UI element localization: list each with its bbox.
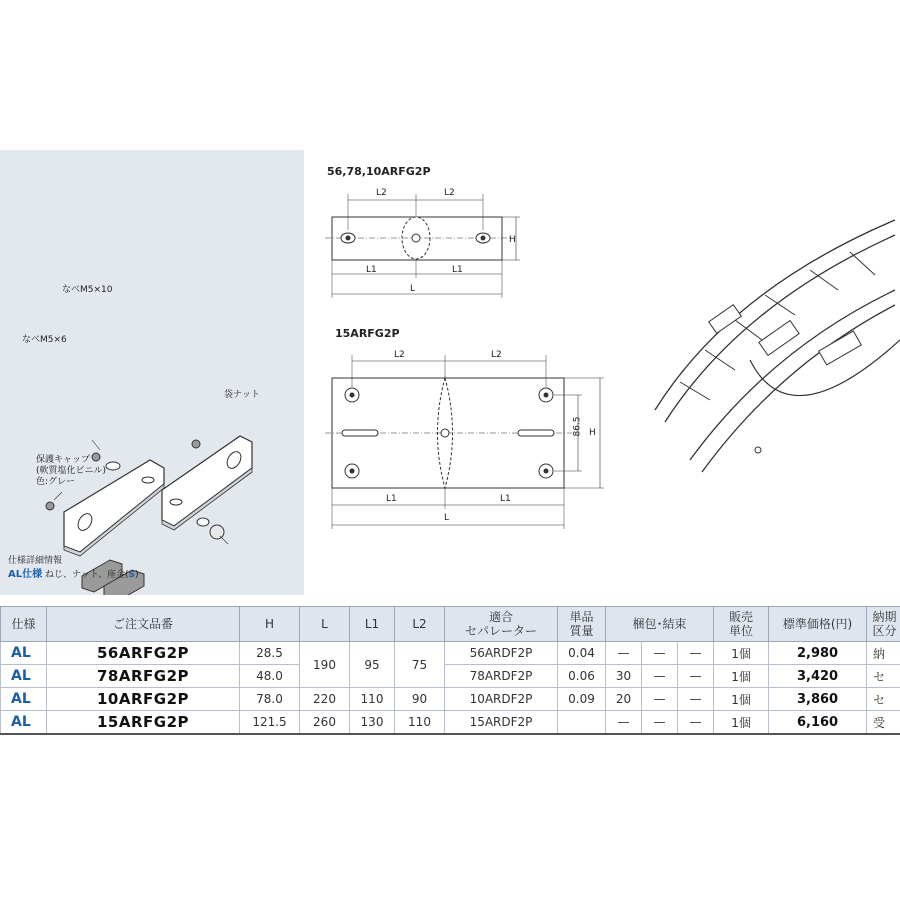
cell-separator: 78ARDF2P	[445, 665, 558, 688]
cell-separator: 56ARDF2P	[445, 642, 558, 665]
slot-tl	[345, 388, 359, 402]
cell-code: 78ARFG2P	[47, 665, 240, 688]
cable-ladder-illustration	[650, 210, 900, 480]
spec-al-line	[8, 568, 139, 582]
parts-panel	[0, 150, 304, 595]
header-spec: 仕様	[1, 607, 47, 642]
cell-unit: 1個	[714, 688, 769, 711]
header-delivery-1: 納期	[872, 610, 897, 624]
large-l2-left: L2	[394, 350, 405, 360]
header-pack: 梱包･結束	[606, 607, 714, 642]
header-code: ご注文品番	[47, 607, 240, 642]
table-row	[1, 665, 900, 688]
cell-delivery: セ	[867, 688, 900, 711]
cell-l: 190	[300, 642, 350, 688]
spec-al-desc: ねじ、ナット、座金(	[45, 570, 129, 580]
label-screw-m5x10: なべM5×10	[62, 285, 113, 295]
cell-h: 121.5	[240, 711, 300, 735]
cell-pack-1: —	[606, 642, 642, 665]
cell-price: 3,860	[769, 688, 867, 711]
small-l1-right: L1	[452, 265, 463, 275]
small-l2-right: L2	[444, 188, 455, 198]
cap-description	[36, 455, 106, 488]
table-row	[1, 711, 900, 735]
table-row	[1, 642, 900, 665]
cell-spec: AL	[1, 688, 47, 711]
header-mass-1: 単品	[569, 610, 594, 624]
cell-code: 15ARFG2P	[47, 711, 240, 735]
slot-left	[341, 233, 355, 243]
spec-al-label: AL仕様	[8, 569, 43, 580]
slot-br	[539, 464, 553, 478]
cap-title: 保護キャップ	[36, 455, 91, 465]
cell-pack-3: —	[678, 711, 714, 735]
table-header-row	[1, 607, 900, 642]
cell-spec: AL	[1, 665, 47, 688]
header-l2: L2	[395, 607, 445, 642]
small-l1-left: L1	[366, 265, 377, 275]
cell-l: 260	[300, 711, 350, 735]
spec-info-title: 仕様詳細情報	[8, 556, 63, 566]
header-h: H	[240, 607, 300, 642]
large-h: H	[589, 428, 596, 438]
cell-code: 56ARFG2P	[47, 642, 240, 665]
slot-right	[476, 233, 490, 243]
cell-unit: 1個	[714, 711, 769, 735]
cap-material: (軟質塩化ビニル)	[36, 466, 107, 476]
cell-price: 6,160	[769, 711, 867, 735]
cell-unit: 1個	[714, 642, 769, 665]
small-l: L	[410, 284, 416, 294]
header-mass-2: 質量	[569, 624, 594, 638]
cell-pack-1: 30	[606, 665, 642, 688]
cell-h: 48.0	[240, 665, 300, 688]
header-mass	[558, 607, 606, 642]
table-row	[1, 688, 900, 711]
header-unit-1: 販売	[729, 610, 754, 624]
header-separator	[445, 607, 558, 642]
header-unit	[714, 607, 769, 642]
label-cap-nut: 袋ナット	[224, 390, 260, 400]
label-screw-m5x6: なべM5×6	[22, 335, 67, 345]
small-l2-left: L2	[376, 188, 387, 198]
cell-mass: 0.04	[558, 642, 606, 665]
cell-code: 10ARFG2P	[47, 688, 240, 711]
cell-l1: 130	[350, 711, 395, 735]
large-l1-right: L1	[500, 494, 511, 504]
cell-pack-2: —	[642, 665, 678, 688]
cell-l: 220	[300, 688, 350, 711]
cell-separator: 15ARDF2P	[445, 711, 558, 735]
cell-separator: 10ARDF2P	[445, 688, 558, 711]
header-l1: L1	[350, 607, 395, 642]
slot-tr	[539, 388, 553, 402]
cell-h: 78.0	[240, 688, 300, 711]
spec-info	[8, 555, 139, 582]
cell-spec: AL	[1, 711, 47, 735]
cell-pack-3: —	[678, 688, 714, 711]
cell-delivery: セ	[867, 665, 900, 688]
header-separator-2: セパレーター	[464, 624, 537, 638]
cell-l2: 90	[395, 688, 445, 711]
large-inner-dim: 86.5	[572, 416, 583, 437]
cell-spec: AL	[1, 642, 47, 665]
cell-price: 2,980	[769, 642, 867, 665]
cell-pack-3: —	[678, 665, 714, 688]
cell-delivery: 納	[867, 642, 900, 665]
small-h: H	[509, 235, 516, 245]
cap-nut	[210, 525, 224, 539]
cell-l1: 95	[350, 642, 395, 688]
cap-color: 色:グレー	[36, 477, 76, 487]
parts-illustration	[0, 150, 304, 595]
cell-pack-1: 20	[606, 688, 642, 711]
drawing-large	[320, 345, 610, 535]
header-price: 標準価格(円)	[769, 607, 867, 642]
cell-pack-2: —	[642, 642, 678, 665]
spec-table	[0, 606, 900, 735]
cell-mass	[558, 711, 606, 735]
cell-l2: 110	[395, 711, 445, 735]
spec-al-s: S	[128, 570, 136, 580]
cell-price: 3,420	[769, 665, 867, 688]
cell-l2: 75	[395, 642, 445, 688]
cell-h: 28.5	[240, 642, 300, 665]
cell-l1: 110	[350, 688, 395, 711]
cell-pack-1: —	[606, 711, 642, 735]
spec-al-close: )	[135, 570, 139, 580]
drawing-large-title: 15ARFG2P	[335, 327, 400, 340]
large-l1-left: L1	[386, 494, 397, 504]
header-delivery	[867, 607, 900, 642]
header-separator-1: 適合	[488, 610, 513, 624]
cell-delivery: 受	[867, 711, 900, 735]
large-l2-right: L2	[491, 350, 502, 360]
header-l: L	[300, 607, 350, 642]
large-l: L	[444, 513, 450, 523]
cell-pack-3: —	[678, 642, 714, 665]
cell-mass: 0.09	[558, 688, 606, 711]
header-unit-2: 単位	[729, 624, 754, 638]
cell-pack-2: —	[642, 688, 678, 711]
header-delivery-2: 区分	[872, 624, 897, 638]
cell-pack-2: —	[642, 711, 678, 735]
drawing-small-title: 56,78,10ARFG2P	[327, 165, 431, 178]
screw-m5x6	[46, 502, 54, 510]
drawing-small	[320, 180, 540, 305]
slot-bl	[345, 464, 359, 478]
cell-unit: 1個	[714, 665, 769, 688]
cell-mass: 0.06	[558, 665, 606, 688]
